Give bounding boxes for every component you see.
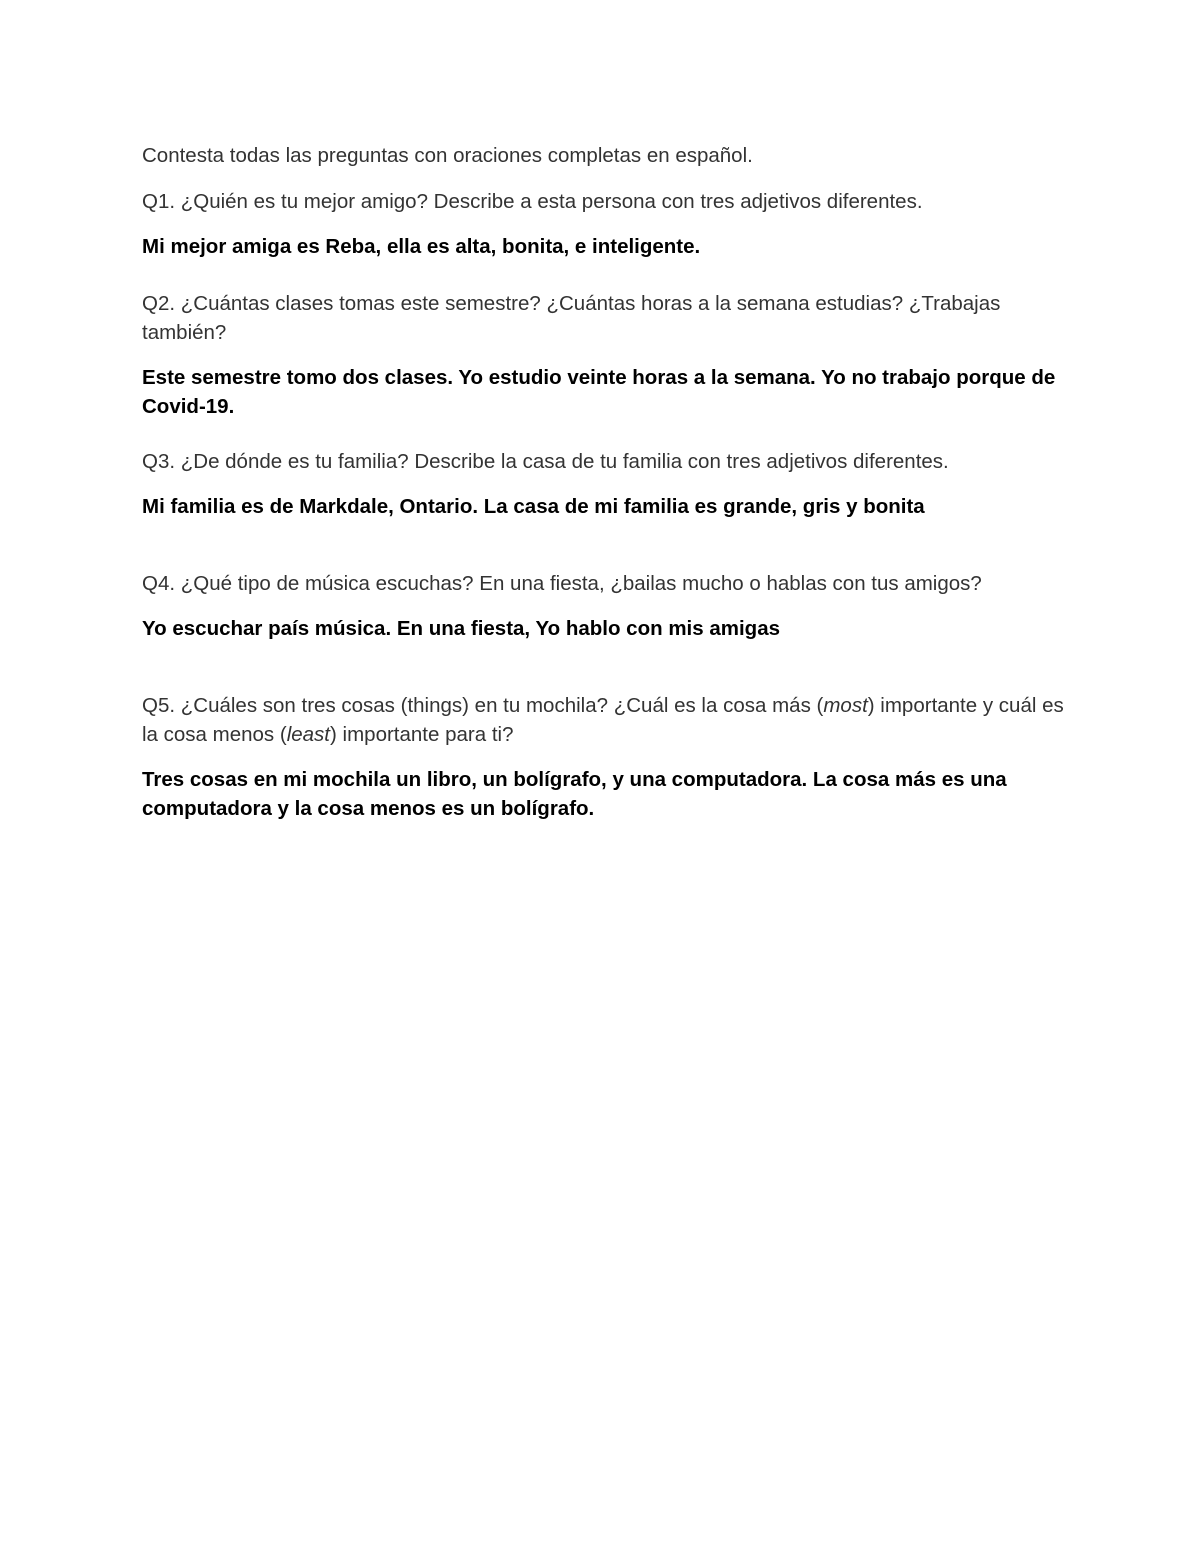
- answer-2: Este semestre tomo dos clases. Yo estudio veinte horas a la semana. Yo no trabajo porque de Covid-19.: [142, 366, 1056, 418]
- answer-4: Yo escuchar país música. En una fiesta, Yo hablo con mis amigas: [142, 617, 780, 640]
- answer-5: Tres cosas en mi mochila un libro, un bolígrafo, y una computadora. La cosa más es una computadora y la cosa menos es un bolígrafo.: [142, 768, 1007, 820]
- question-5-italic-most: most: [823, 694, 868, 717]
- document-content: [142, 141, 1082, 853]
- answer-1: Mi mejor amiga es Reba, ella es alta, bonita, e inteligente.: [142, 235, 701, 258]
- question-3: Q3. ¿De dónde es tu familia? Describe la casa de tu familia con tres adjetivos diferentes.: [142, 450, 949, 473]
- question-5: [142, 691, 1082, 749]
- question-5-part-3: ) importante para ti?: [330, 723, 514, 746]
- question-5-italic-least: least: [286, 723, 331, 746]
- instructions-text: Contesta todas las preguntas con oraciones completas en español.: [142, 144, 753, 167]
- question-5-part-2: ) importante y cuál es la cosa menos (: [142, 694, 1064, 746]
- question-4: Q4. ¿Qué tipo de música escuchas? En una fiesta, ¿bailas mucho o hablas con tus amigos?: [142, 572, 982, 595]
- answer-3: Mi familia es de Markdale, Ontario. La casa de mi familia es grande, gris y bonita: [142, 495, 925, 518]
- question-5-part-1: Q5. ¿Cuáles son tres cosas (things) en tu mochila? ¿Cuál es la cosa más (: [142, 694, 824, 717]
- question-2: Q2. ¿Cuántas clases tomas este semestre? ¿Cuántas horas a la semana estudias? ¿Trabajas también?: [142, 292, 1001, 344]
- question-1: Q1. ¿Quién es tu mejor amigo? Describe a esta persona con tres adjetivos diferentes.: [142, 190, 923, 213]
